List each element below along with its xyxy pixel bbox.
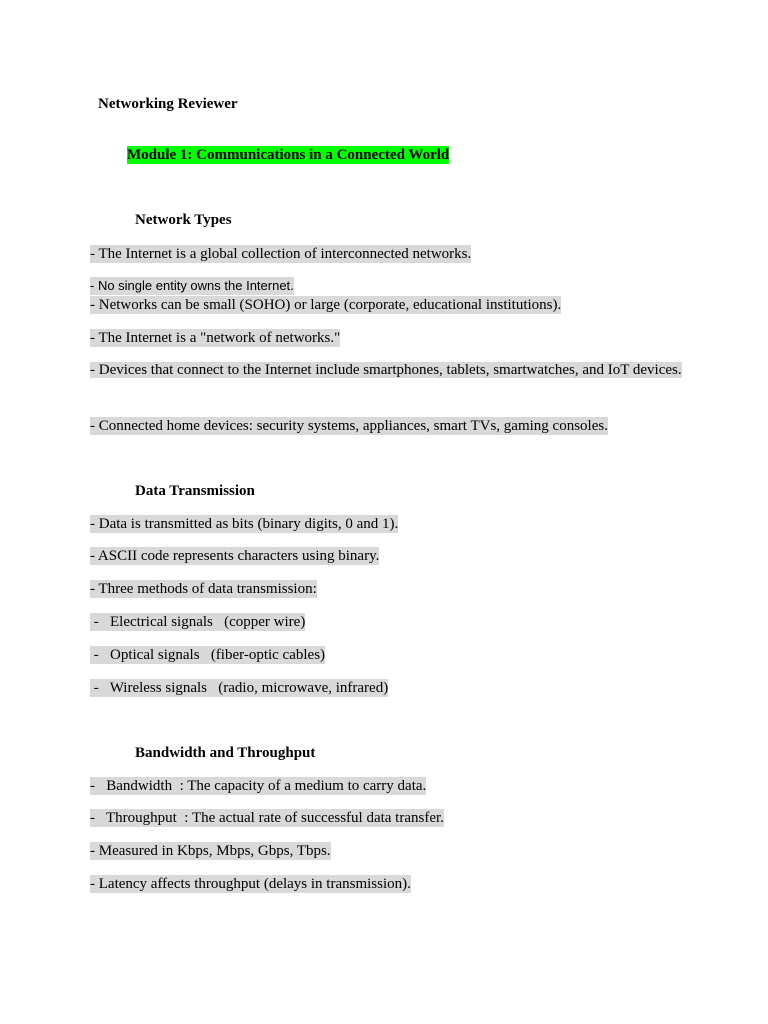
list-item: - The Internet is a "network of networks." [90, 330, 341, 346]
list-item: - No single entity owns the Internet. [90, 278, 294, 293]
list-item: - Throughput : The actual rate of successful data transfer. [90, 810, 444, 826]
list-item: - Three methods of data transmission: [90, 581, 317, 597]
list-item-wrapped [90, 359, 690, 382]
list-item: - Wireless signals (radio, microwave, infrared) [90, 680, 389, 696]
list-item: - Measured in Kbps, Mbps, Gbps, Tbps. [90, 843, 331, 859]
section-heading-bandwidth-throughput: Bandwidth and Throughput [135, 745, 316, 761]
list-item: - Bandwidth : The capacity of a medium to carry data. [90, 778, 427, 794]
list-item: - Optical signals (fiber-optic cables) [90, 647, 326, 663]
list-item-text: - Devices that connect to the Internet include smartphones, tablets, smartwatches, and IoT devices. [90, 362, 682, 378]
list-item: - Latency affects throughput (delays in transmission). [90, 876, 411, 892]
section-heading-network-types: Network Types [135, 212, 232, 228]
list-item: - Networks can be small (SOHO) or large (corporate, educational institutions). [90, 297, 562, 313]
section-heading-data-transmission: Data Transmission [135, 483, 255, 499]
list-item: - Connected home devices: security systems, appliances, smart TVs, gaming consoles. [90, 418, 608, 434]
list-item: - ASCII code represents characters using binary. [90, 548, 380, 564]
document-title: Networking Reviewer [98, 96, 238, 112]
list-item: - The Internet is a global collection of interconnected networks. [90, 246, 472, 262]
list-item: - Data is transmitted as bits (binary digits, 0 and 1). [90, 516, 399, 532]
list-item: - Electrical signals (copper wire) [90, 614, 306, 630]
module-heading: Module 1: Communications in a Connected World [127, 147, 450, 163]
